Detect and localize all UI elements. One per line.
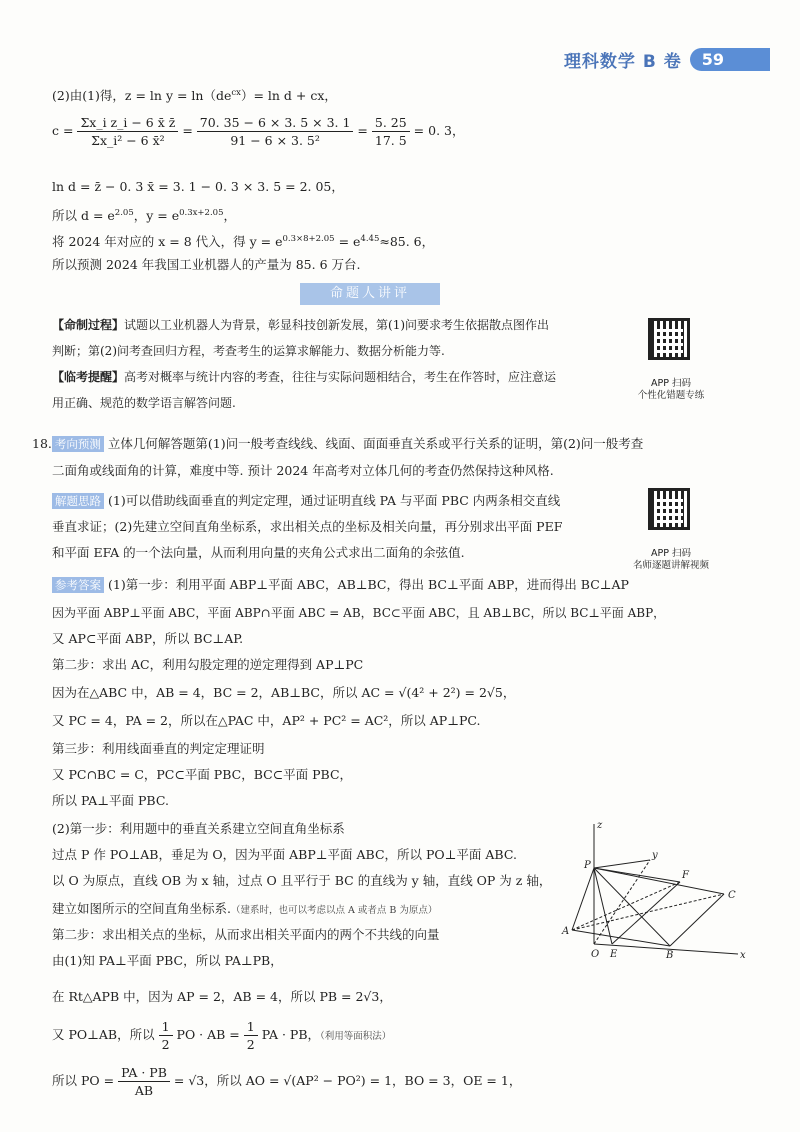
label-E: E (610, 949, 618, 960)
label-A: A (562, 926, 570, 937)
label-B: B (666, 950, 674, 961)
linkao-line-1: 【临考提醒】高考对概率与统计内容的考查，往往与实际问题相结合，考生在作答时，应注意运 (52, 370, 557, 384)
solution-line-5: 将 2024 年对应的 x = 8 代入，得 $y = e^{0.3\times 8+2.05} = e^{4.45}\approx 85$. 6， (52, 234, 435, 250)
answer-line-2: 因为平面 ABP⊥平面 ABC，平面 ABP∩平面 ABC = AB，BC⊂平面 ABC，且 AB⊥BC，所以 BC⊥平面 ABP， (52, 606, 666, 620)
badge-kaoxiang: 考向预测 (52, 436, 104, 452)
label-y: y (652, 850, 658, 861)
jieti-line-2: 垂直求证；(2)先建立空间直角坐标系，求出相关点的坐标及相关向量，再分别求出平面 PEF (52, 519, 563, 534)
solution-line-3: ln d = z̄ − 0. 3 x̄ = 3. 1 − 0. 3 × 3. 5 = 2. 05， (52, 179, 344, 194)
part2-line-6: 由(1)知 PA⊥平面 PBC，所以 PA⊥PB， (52, 953, 283, 968)
answer-line-6: 又 PC = 4，PA = 2，所以在△PAC 中，AP² + PC² = AC²，所以 AP⊥PC. (52, 713, 481, 728)
linkao-line-2: 用正确、规范的数学语言解答问题. (52, 396, 236, 410)
q18-line-2: 二面角或线面角的计算，难度中等. 预计 2024 年高考对立体几何的考查仍然保持这种风格. (52, 463, 554, 478)
page-number: 59 (690, 48, 770, 71)
part2-line-7: 在 Rt△APB 中，因为 AP = 2，AB = 4，所以 PB = 2√3， (52, 989, 392, 1004)
answer-line-9: 所以 PA⊥平面 PBC. (52, 793, 169, 808)
qr-caption-1: APP 扫码 个性化错题专练 (637, 378, 705, 401)
answer-line-3: 又 AP⊂平面 ABP，所以 BC⊥AP. (52, 631, 244, 646)
edge-PC (594, 868, 724, 894)
part2-line-4: 建立如图所示的空间直角坐标系.（建系时，也可以考虑以点 A 或者点 B 为原点） (52, 901, 438, 916)
answer-line-4: 第二步：求出 AC，利用勾股定理的逆定理得到 AP⊥PC (52, 657, 364, 672)
qr-code[interactable] (648, 318, 690, 360)
fraction-c-sum: $\frac{\text{Σx\_i z\_i − 6 x̄ z̄}}{\text{Σx\_i² − 6 x̄²}}$ (77, 114, 178, 149)
part2-line-3: 以 O 为原点，直线 OB 为 x 轴，过点 O 且平行于 BC 的直线为 y 轴，直线 OP 为 z 轴， (52, 873, 552, 888)
part2-line-1: (2)第一步：利用题中的垂直关系建立空间直角坐标系 (52, 821, 345, 836)
edge-AB (572, 930, 670, 946)
answer-line-5: 因为在△ABC 中，AB = 4，BC = 2，AB⊥BC，所以 AC = √(4² + 2²) = 2√5， (52, 685, 516, 700)
part2-line-5: 第二步：求出相关点的坐标，从而求出相关平面内的两个不共线的向量 (52, 927, 440, 942)
header-title: 理科数学 B 卷 (563, 51, 682, 72)
edge-BC (670, 894, 724, 946)
qr-caption-2: APP 扫码 名师逐题讲解视频 (632, 548, 709, 571)
label-C: C (728, 890, 736, 901)
edge-PB (594, 868, 670, 946)
solution-line-1: (2)由(1)得，$z = \ln y = \ln(de^{cx})= \ln d$ + cx， (52, 88, 337, 104)
label-O: O (591, 949, 600, 960)
answer-line-8: 又 PC∩BC = C，PC⊂平面 PBC，BC⊂平面 PBC， (52, 767, 353, 782)
edge-AC (572, 894, 724, 930)
label-z: z (597, 820, 603, 831)
solution-line-4: 所以 $d = e^{2.05}$，$y = e^{0.3x+2.05}$， (52, 208, 236, 224)
geometry-figure (560, 818, 750, 968)
label-P: P (584, 860, 591, 871)
q18-line-1: 18. 考向预测 立体几何解答题第(1)问一般考查线线、线面、面面垂直关系或平行关系的证明，第(2)问一般考查 (32, 436, 644, 451)
answer-line-7: 第三步：利用线面垂直的判定定理证明 (52, 741, 265, 756)
mingzhi-line-1: 【命制过程】试题以工业机器人为背景，彰显科技创新发展，第(1)问要求考生依据散点图作出 (52, 318, 550, 332)
badge-jieti: 解题思路 (52, 493, 104, 509)
label-x: x (740, 950, 746, 961)
mingzhi-line-2: 判断；第(2)问考查回归方程，考查考生的运算求解能力、数据分析能力等. (52, 344, 445, 358)
answer-line-1: 参考答案 (1)第一步：利用平面 ABP⊥平面 ABC，AB⊥BC，得出 BC⊥平面 ABP，进而得出 BC⊥AP (52, 576, 629, 594)
edge-FE (612, 882, 680, 944)
fraction-c-values: $\frac{70. 35 - 6 \times 3. 5 \times 3. 1}{\text{91 − 6 × 3. 5²}}$ (197, 114, 354, 149)
edge-AF (572, 882, 680, 930)
page-header (564, 46, 770, 72)
qr-code[interactable] (648, 488, 690, 530)
section-banner: 命题人讲评 (300, 283, 440, 305)
solution-line-6: 所以预测 2024 年我国工业机器人的产量为 85. 6 万台. (52, 257, 361, 272)
edge-AP (572, 868, 594, 930)
fraction-c-simplified: $\frac{5. 25}{17. 5}$ (372, 114, 410, 149)
edge-PE (594, 868, 612, 944)
part2-line-8: 又 PO⊥AB，所以 $\frac{1}{2}$ PO · AB = $\frac{1}{2}$ PA · PB，（利用等面积法） (52, 1019, 392, 1052)
formula-c: c = $\frac{\text{Σx\_i z\_i − 6 x̄ z̄}}{\text{Σx\_i² − 6 x̄²}}$ = $\frac{70. 35 - 6 \times 3. 5 \times 3. 1}{\text{91 − 6 × 3. 5²}}$ = $\frac{5. 25}{17. 5}$ = 0. 3， (52, 115, 465, 148)
jieti-line-3: 和平面 EFA 的一个法向量，从而利用向量的夹角公式求出二面角的余弦值. (52, 545, 465, 560)
label-F: F (682, 870, 689, 881)
badge-cankao: 参考答案 (52, 577, 104, 593)
jieti-line-1: 解题思路 (1)可以借助线面垂直的判定定理，通过证明直线 PA 与平面 PBC 内两条相交直线 (52, 492, 560, 510)
y-axis-top (594, 860, 650, 868)
part2-line-2: 过点 P 作 PO⊥AB，垂足为 O，因为平面 ABP⊥平面 ABC，所以 PO⊥平面 ABC. (52, 847, 517, 862)
part2-line-9: 所以 PO = $\frac{PA \cdot PB}{AB}$ = √3，所以 AO = √(AP² − PO²) = 1，BO = 3，OE = 1， (52, 1065, 522, 1098)
